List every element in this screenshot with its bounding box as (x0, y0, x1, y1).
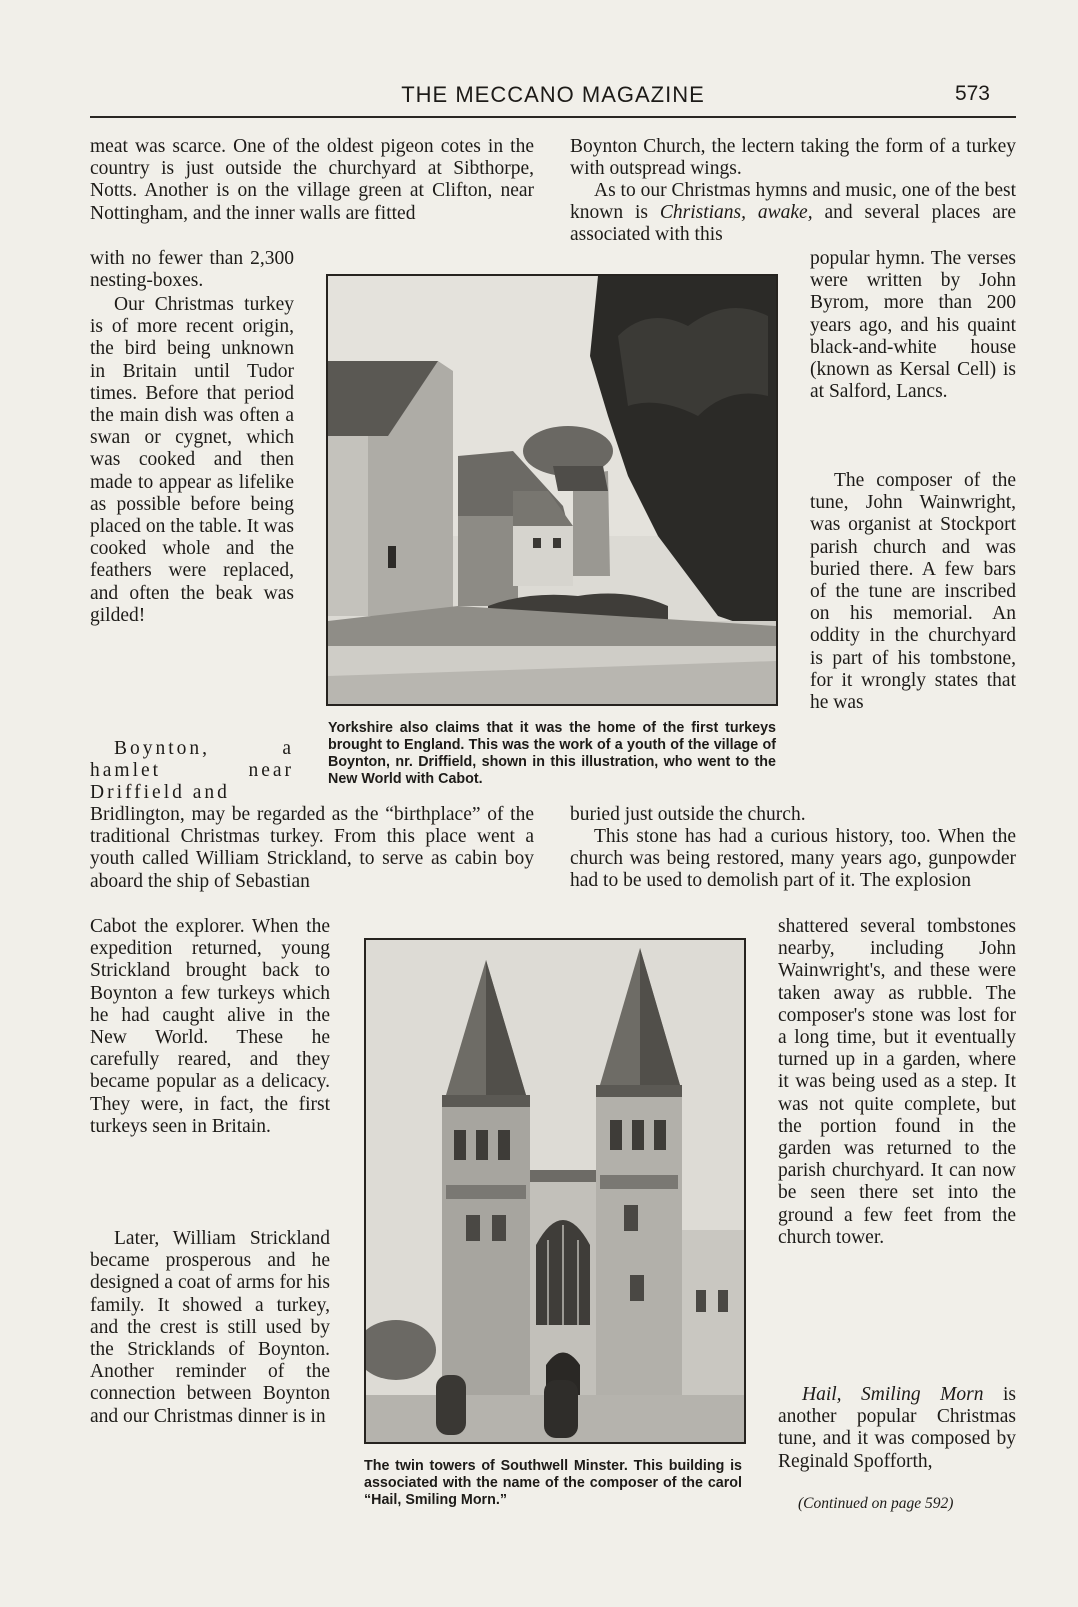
right-para-4a: This stone has had a curious history, too. When the church was being restored, many years ago, gunpowder had to be used to demolish part of it. The explosion (570, 826, 1016, 892)
page-header (90, 82, 1016, 118)
right-para-3: The composer of the tune, John Wainwright, was organist at Stockport parish church and was buried there. A few bars of the tune are inscribed on his memorial. An oddity in the churchyard is part of his tombstone, for it wrongly states that he was (810, 470, 1016, 714)
right-para-1: Boynton Church, the lectern taking the form of a turkey with outspread wings. (570, 136, 1016, 180)
right-para-5: Hail, Smiling Morn is another popular Christmas tune, and it was composed by Reginald Spofforth, (778, 1384, 1017, 1472)
left-para-1: meat was scarce. One of the oldest pigeon cotes in the country is just outside the churchyard at Sibthorpe, Notts. Another is on the village green at Clifton, near Nottingham, and the inner walls are fitted (90, 136, 534, 224)
left-para-2: Our Christmas turkey is of more recent origin, the bird being unknown in Britain until Tudor times. Before that period the main dish was often a swan or cygnet, which was cooked and then made to appear as lifelike as possible before being placed on the table. It was cooked whole and the feathers were replaced, and often the beak was gilded! (90, 294, 294, 626)
left-para-3c: Cabot the explorer. When the expedition returned, young Strickland brought back to Boynton a few turkeys which he had caught alive in the New World. These he carefully reared, and they became popular as a delicacy. They were, in fact, the first turkeys seen in Britain. (90, 916, 330, 1137)
boynton-village-photo (326, 274, 778, 706)
page-number: 573 (954, 82, 990, 105)
left-para-3a: Boynton, a hamlet near Driffield and (90, 738, 294, 804)
right-para-2: As to our Christmas hymns and music, one of the best known is Christians, awake, and several places are associated with this (570, 180, 1017, 246)
left-para-3b: Bridlington, may be regarded as the “birthplace” of the traditional Christmas turkey. From this place went a youth called William Strickland, to serve as cabin boy aboard the ship of Sebastian (90, 804, 534, 892)
carol-title: Hail, Smiling Morn (802, 1384, 984, 1405)
left-para-1b: with no fewer than 2,300 nesting-boxes. (90, 248, 294, 292)
magazine-title: THE MECCANO MAGAZINE (401, 82, 705, 107)
right-para-2c: popular hymn. The verses were written by John Byrom, more than 200 years ago, and his quaint black-and-white house (known as Kersal Cell) is at Salford, Lancs. (810, 248, 1016, 403)
right-para-4b: shattered several tombstones nearby, including John Wainwright's, and these were taken away as rubble. The composer's stone was lost for a long time, but it eventually turned up in a garden, where it was being used as a step. It was not quite complete, but the portion found in the garden was returned to the parish churchyard. It can now be seen there set into the ground a few feet from the church tower. (778, 916, 1016, 1248)
hymn-title: Christians, awake, (659, 202, 813, 224)
southwell-minster-photo (364, 938, 746, 1444)
continued-note: (Continued on page 592) (798, 1495, 954, 1512)
right-para-3b: buried just outside the church. (570, 804, 806, 825)
left-para-4: Later, William Strickland became prosperous and he designed a coat of arms for his family. It showed a turkey, and the crest is still used by the Stricklands of Boynton. Another reminder of the connection between Boynton and our Christmas dinner is in (90, 1228, 330, 1427)
figure-2-caption: The twin towers of Southwell Minster. This building is associated with the name of the composer of the carol “Hail, Smiling Morn.” (364, 1458, 742, 1508)
figure-1-caption: Yorkshire also claims that it was the home of the first turkeys brought to England. This was the work of a youth of the village of Boynton, nr. Driffield, shown in this illustration, who went to the New World with Cabot. (328, 720, 776, 787)
